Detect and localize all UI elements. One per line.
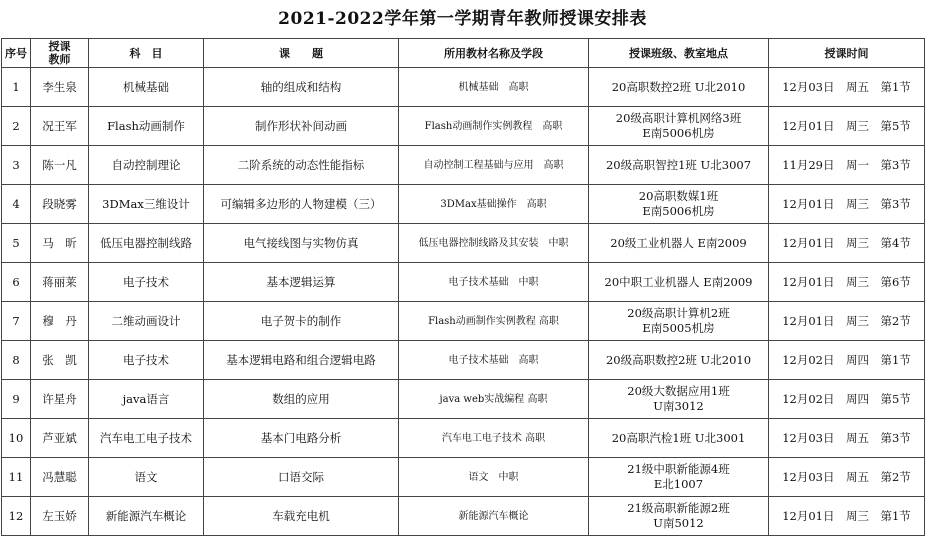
table-row	[2, 146, 925, 185]
class-line1: 20级工业机器人 E南2009	[610, 235, 747, 250]
header-teacher-line1: 授课	[48, 40, 71, 53]
table-row	[2, 419, 925, 458]
cell-time: 12月02日 周四 第5节	[769, 380, 925, 419]
cell-teacher: 穆 丹	[31, 302, 89, 341]
cell-class-room	[589, 107, 769, 146]
cell-time: 12月01日 周三 第6节	[769, 263, 925, 302]
cell-topic: 轴的组成和结构	[204, 68, 399, 107]
cell-no: 5	[2, 224, 31, 263]
cell-no: 4	[2, 185, 31, 224]
cell-teacher: 马 昕	[31, 224, 89, 263]
cell-topic: 基本门电路分析	[204, 419, 399, 458]
cell-class-room	[589, 419, 769, 458]
header-topic: 课 题	[204, 39, 399, 68]
header-class-room: 授课班级、教室地点	[589, 39, 769, 68]
cell-textbook: 新能源汽车概论	[399, 497, 589, 536]
cell-topic: 口语交际	[204, 458, 399, 497]
cell-subject: 3DMax三维设计	[89, 185, 204, 224]
cell-teacher: 李生泉	[31, 68, 89, 107]
class-line1: 20级高职数控2班 U北2010	[605, 352, 752, 367]
cell-time: 12月02日 周四 第1节	[769, 341, 925, 380]
cell-textbook: 汽车电工电子技术 高职	[399, 419, 589, 458]
cell-topic: 基本逻辑电路和组合逻辑电路	[204, 341, 399, 380]
class-line2: U南5012	[653, 516, 704, 530]
cell-topic: 电子贺卡的制作	[204, 302, 399, 341]
cell-subject: 电子技术	[89, 263, 204, 302]
cell-no: 1	[2, 68, 31, 107]
class-line1: 20中职工业机器人 E南2009	[604, 274, 753, 289]
cell-teacher: 陈一凡	[31, 146, 89, 185]
cell-class-room	[589, 263, 769, 302]
cell-topic: 数组的应用	[204, 380, 399, 419]
cell-topic: 车载充电机	[204, 497, 399, 536]
header-textbook: 所用教材名称及学段	[399, 39, 589, 68]
cell-textbook: 机械基础 高职	[399, 68, 589, 107]
cell-class-room	[589, 341, 769, 380]
table-row	[2, 185, 925, 224]
cell-teacher: 段晓雾	[31, 185, 89, 224]
cell-textbook: 语文 中职	[399, 458, 589, 497]
class-line1: 20高职数控2班 U北2010	[611, 79, 746, 94]
cell-no: 6	[2, 263, 31, 302]
cell-class-room	[589, 497, 769, 536]
header-row	[2, 39, 925, 68]
cell-textbook: 低压电器控制线路及其安装 中职	[399, 224, 589, 263]
cell-no: 10	[2, 419, 31, 458]
cell-subject: 语文	[89, 458, 204, 497]
cell-textbook: 电子技术基础 中职	[399, 263, 589, 302]
class-line1: 21级中职新能源4班	[627, 462, 730, 476]
class-line1: 20高职数媒1班	[638, 189, 719, 203]
cell-class-room	[589, 146, 769, 185]
cell-class-room	[589, 185, 769, 224]
class-line1: 20级高职计算机网络3班	[615, 111, 742, 125]
class-line1: 21级高职新能源2班	[627, 501, 730, 515]
cell-subject: java语言	[89, 380, 204, 419]
cell-time: 12月01日 周三 第4节	[769, 224, 925, 263]
header-no: 序号	[2, 39, 31, 68]
cell-time: 11月29日 周一 第3节	[769, 146, 925, 185]
cell-no: 9	[2, 380, 31, 419]
schedule-table	[1, 38, 925, 536]
table-row	[2, 224, 925, 263]
cell-textbook: java web实战编程 高职	[399, 380, 589, 419]
cell-time: 12月01日 周三 第1节	[769, 497, 925, 536]
cell-subject: 二维动画设计	[89, 302, 204, 341]
cell-topic: 可编辑多边形的人物建模（三）	[204, 185, 399, 224]
cell-class-room	[589, 68, 769, 107]
header-teacher	[31, 39, 89, 68]
cell-subject: 机械基础	[89, 68, 204, 107]
header-time: 授课时间	[769, 39, 925, 68]
header-subject: 科 目	[89, 39, 204, 68]
table-row	[2, 380, 925, 419]
class-line2: U南3012	[653, 399, 704, 413]
table-row	[2, 68, 925, 107]
cell-subject: 新能源汽车概论	[89, 497, 204, 536]
cell-no: 12	[2, 497, 31, 536]
class-line1: 20级高职智控1班 U北3007	[605, 157, 752, 172]
cell-topic: 电气接线图与实物仿真	[204, 224, 399, 263]
cell-teacher: 况王军	[31, 107, 89, 146]
cell-subject: Flash动画制作	[89, 107, 204, 146]
table-body	[2, 68, 925, 536]
cell-topic: 二阶系统的动态性能指标	[204, 146, 399, 185]
cell-no: 11	[2, 458, 31, 497]
cell-no: 2	[2, 107, 31, 146]
cell-textbook: 3DMax基础操作 高职	[399, 185, 589, 224]
class-line2: E北1007	[653, 477, 704, 491]
table-row	[2, 497, 925, 536]
cell-subject: 电子技术	[89, 341, 204, 380]
cell-class-room	[589, 224, 769, 263]
cell-class-room	[589, 302, 769, 341]
page-title: 2021-2022学年第一学期青年教师授课安排表	[278, 9, 647, 29]
cell-no: 8	[2, 341, 31, 380]
table-row	[2, 107, 925, 146]
cell-textbook: 电子技术基础 高职	[399, 341, 589, 380]
table-row	[2, 302, 925, 341]
table-row	[2, 341, 925, 380]
cell-no: 3	[2, 146, 31, 185]
cell-no: 7	[2, 302, 31, 341]
cell-subject: 自动控制理论	[89, 146, 204, 185]
cell-teacher: 芦亚斌	[31, 419, 89, 458]
cell-class-room	[589, 380, 769, 419]
cell-teacher: 蒋丽莱	[31, 263, 89, 302]
class-line1: 20级大数据应用1班	[627, 384, 730, 398]
class-line2: E南5005机房	[642, 321, 715, 335]
cell-teacher: 左玉娇	[31, 497, 89, 536]
header-teacher-line2: 教师	[48, 53, 71, 66]
cell-textbook: Flash动画制作实例教程 高职	[399, 107, 589, 146]
cell-subject: 汽车电工电子技术	[89, 419, 204, 458]
cell-time: 12月01日 周三 第5节	[769, 107, 925, 146]
table-row	[2, 458, 925, 497]
cell-time: 12月01日 周三 第3节	[769, 185, 925, 224]
cell-teacher: 许星舟	[31, 380, 89, 419]
class-line1: 20级高职计算机2班	[627, 306, 730, 320]
cell-teacher: 冯慧聪	[31, 458, 89, 497]
cell-time: 12月03日 周五 第3节	[769, 419, 925, 458]
cell-textbook: 自动控制工程基础与应用 高职	[399, 146, 589, 185]
cell-subject: 低压电器控制线路	[89, 224, 204, 263]
cell-time: 12月03日 周五 第2节	[769, 458, 925, 497]
class-line1: 20高职汽检1班 U北3001	[611, 430, 746, 445]
cell-class-room	[589, 458, 769, 497]
cell-time: 12月03日 周五 第1节	[769, 68, 925, 107]
cell-topic: 基本逻辑运算	[204, 263, 399, 302]
class-line2: E南5006机房	[642, 126, 715, 140]
cell-time: 12月01日 周三 第2节	[769, 302, 925, 341]
class-line2: E南5006机房	[642, 204, 715, 218]
cell-teacher: 张 凯	[31, 341, 89, 380]
cell-textbook: Flash动画制作实例教程 高职	[399, 302, 589, 341]
table-row	[2, 263, 925, 302]
cell-topic: 制作形状补间动画	[204, 107, 399, 146]
